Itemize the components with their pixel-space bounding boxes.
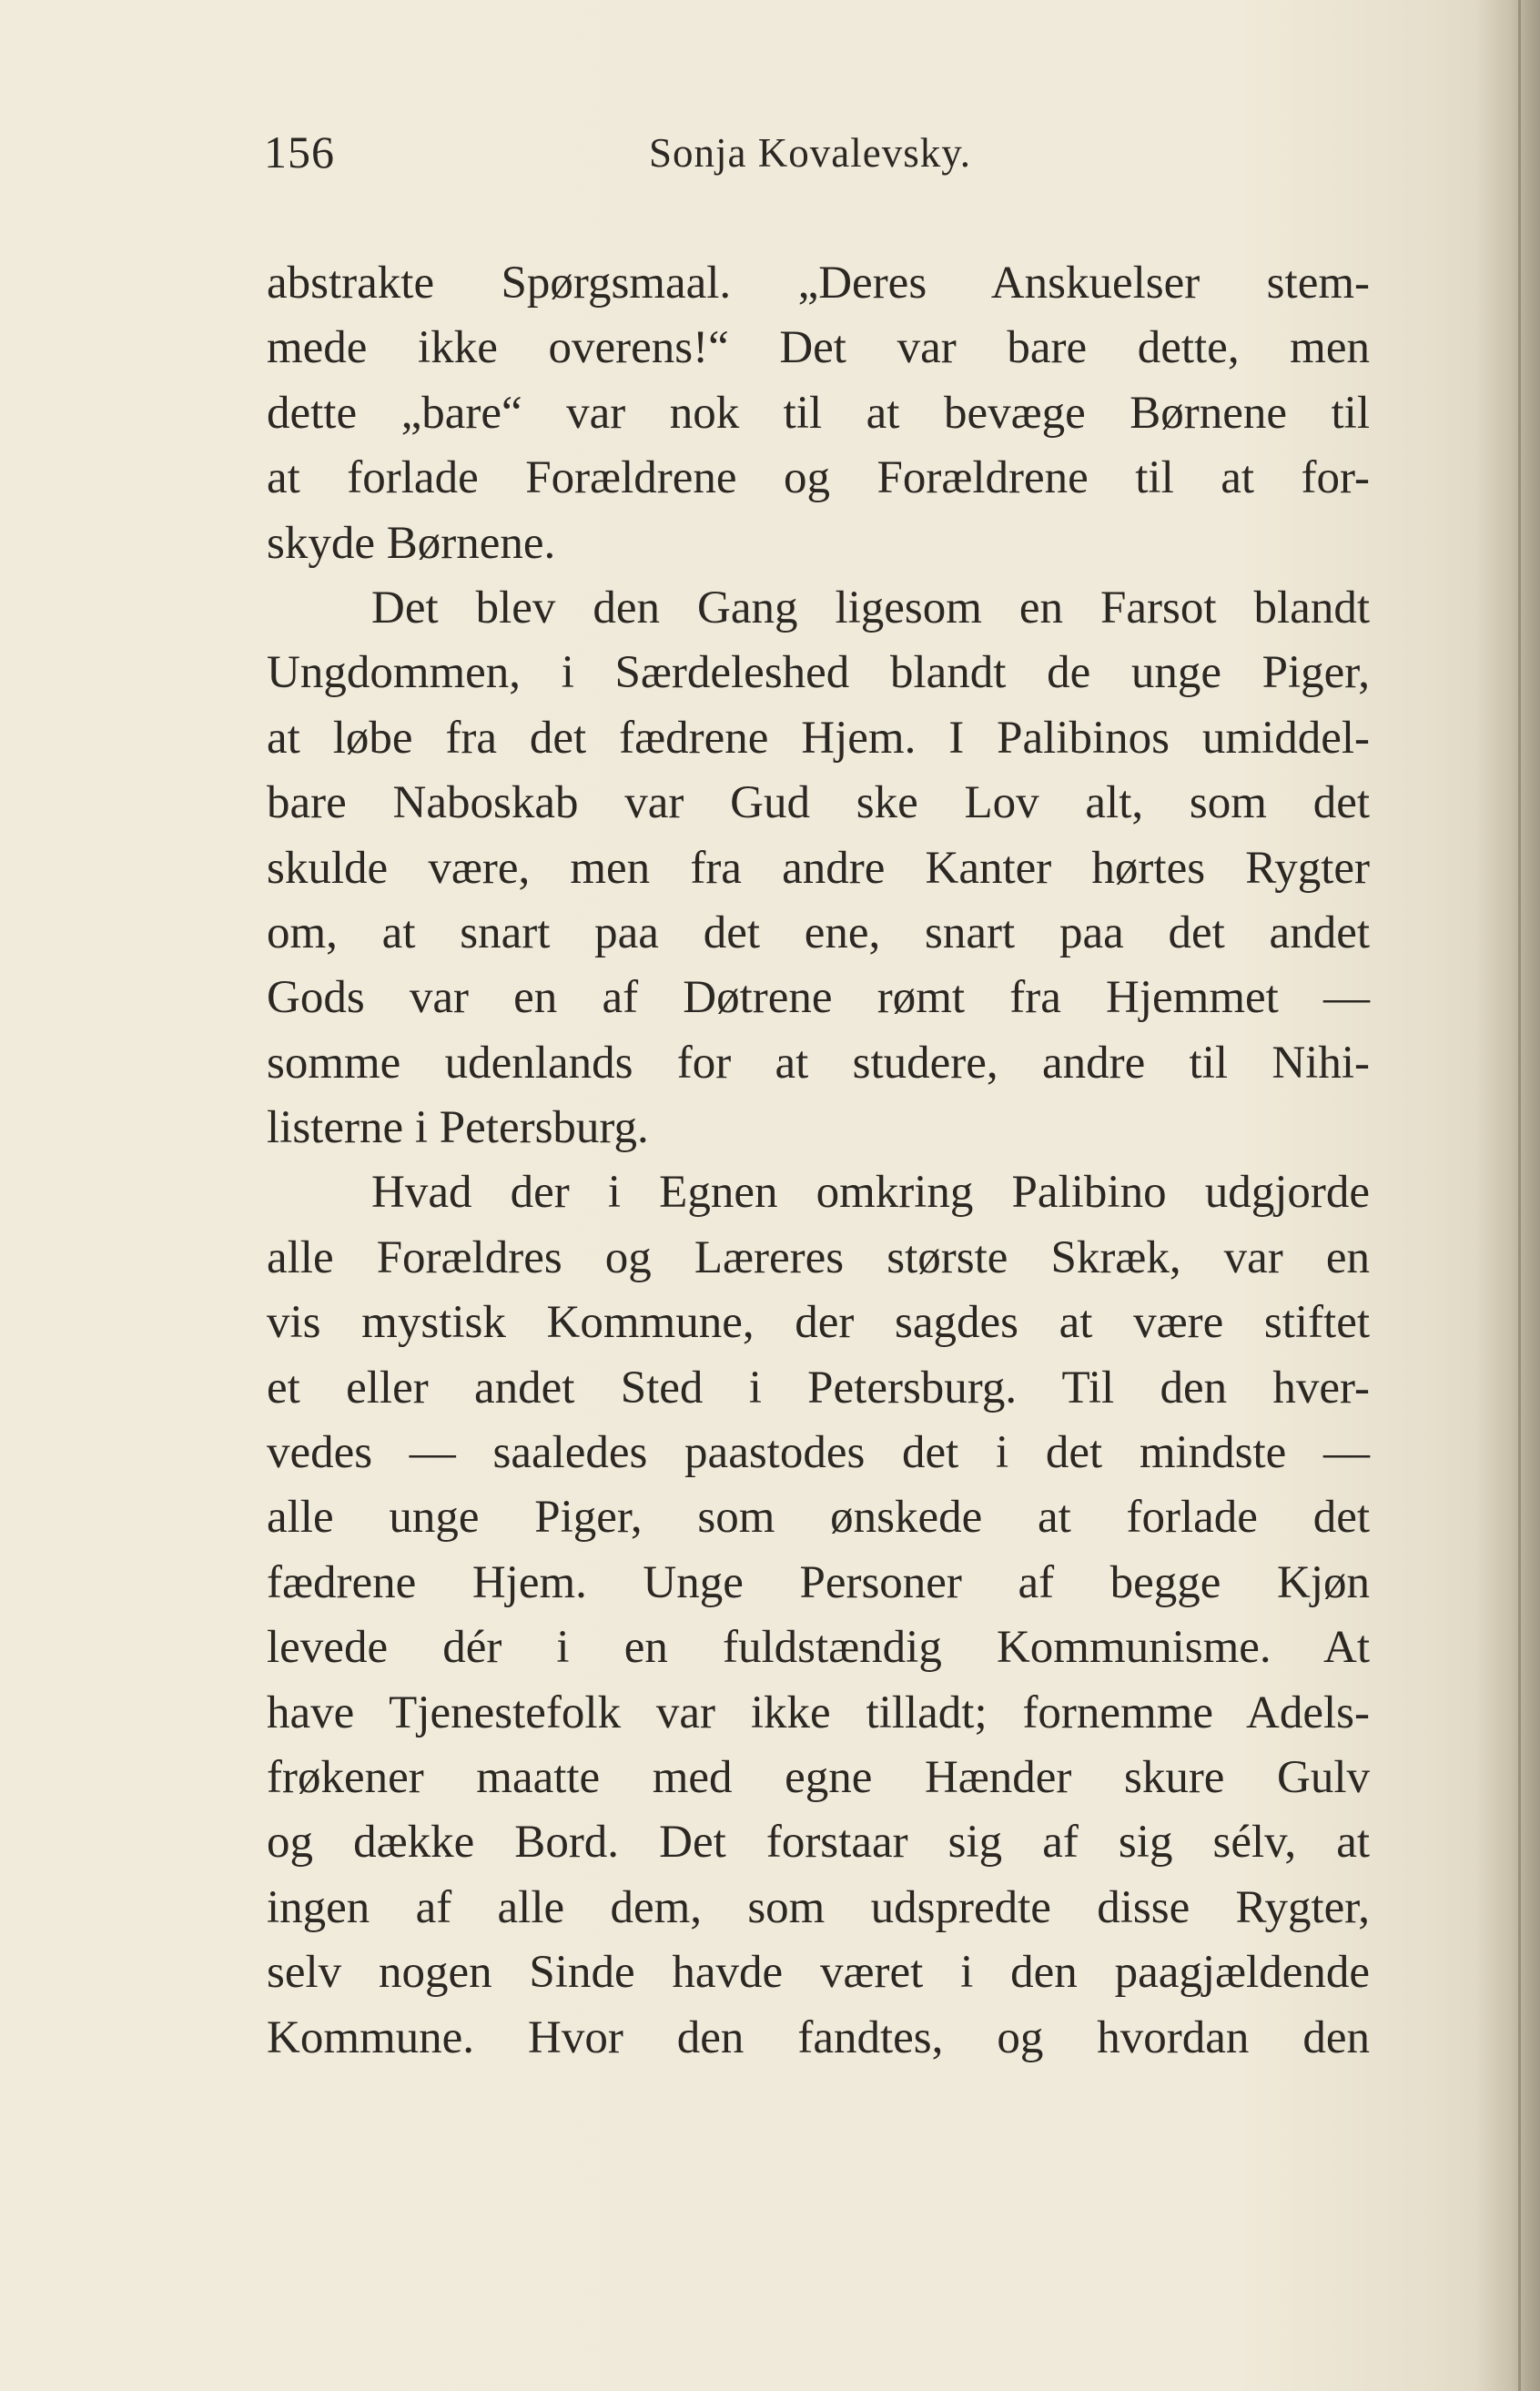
text-line: et eller andet Sted i Petersburg. Til den hver- <box>267 1362 1370 1413</box>
text-line: at forlade Forældrene og Forældrene til at for- <box>267 452 1370 504</box>
text-line: alle Forældres og Læreres største Skræk, var en <box>267 1231 1370 1283</box>
text-line: selv nogen Sinde havde været i den paagjældende <box>267 1947 1370 1999</box>
text-line: Ungdommen, i Særdeleshed blandt de unge Piger, <box>267 647 1370 699</box>
text-line: ingen af alle dem, som udspredte disse Rygter, <box>267 1881 1370 1933</box>
paragraph-2 <box>267 576 1370 1161</box>
page-edge-line <box>1518 0 1521 2391</box>
text-line: dette „bare“ var nok til at bevæge Børnene til <box>267 387 1370 439</box>
paragraph-3 <box>267 1160 1370 2070</box>
text-line: vis mystisk Kommune, der sagdes at være stiftet <box>267 1297 1370 1349</box>
text-line: at løbe fra det fædrene Hjem. I Palibinos umiddel- <box>267 712 1370 764</box>
text-line: somme udenlands for at studere, andre til Nihi- <box>267 1037 1370 1089</box>
text-line: Gods var en af Døtrene rømt fra Hjemmet — <box>267 972 1370 1024</box>
text-line: bare Naboskab var Gud ske Lov alt, som det <box>267 777 1370 829</box>
text-line: Hvad der i Egnen omkring Palibino udgjorde <box>371 1167 1370 1219</box>
text-line: alle unge Piger, som ønskede at forlade det <box>267 1492 1370 1544</box>
text-line: levede dér i en fuldstændig Kommunisme. At <box>267 1622 1370 1674</box>
page-header <box>264 126 1374 189</box>
text-line: Kommune. Hvor den fandtes, og hvordan den <box>267 2011 1370 2063</box>
text-line: skulde være, men fra andre Kanter hørtes Rygter <box>267 842 1370 894</box>
text-line: abstrakte Spørgsmaal. „Deres Anskuelser stem- <box>267 258 1370 309</box>
page-number: 156 <box>264 127 335 177</box>
text-line: vedes — saaledes paastodes det i det mindste — <box>267 1427 1370 1479</box>
text-line: have Tjenestefolk var ikke tilladt; fornemme Adels- <box>267 1687 1370 1738</box>
text-line: om, at snart paa det ene, snart paa det andet <box>267 907 1370 958</box>
text-line: Det blev den Gang ligesom en Farsot blandt <box>371 582 1370 633</box>
page-edge-shadow <box>1476 0 1540 2391</box>
text-line: og dække Bord. Det forstaar sig af sig sélv, at <box>267 1817 1370 1869</box>
body-text <box>267 251 1370 2071</box>
text-line: listerne i Petersburg. <box>267 1102 649 1154</box>
text-line: skyde Børnene. <box>267 517 556 569</box>
text-line: fædrene Hjem. Unge Personer af begge Kjøn <box>267 1556 1370 1608</box>
paragraph-1 <box>267 251 1370 576</box>
text-line: frøkener maatte med egne Hænder skure Gulv <box>267 1751 1370 1803</box>
text-line: mede ikke overens!“ Det var bare dette, men <box>267 322 1370 374</box>
running-head: Sonja Kovalevsky. <box>649 130 972 176</box>
